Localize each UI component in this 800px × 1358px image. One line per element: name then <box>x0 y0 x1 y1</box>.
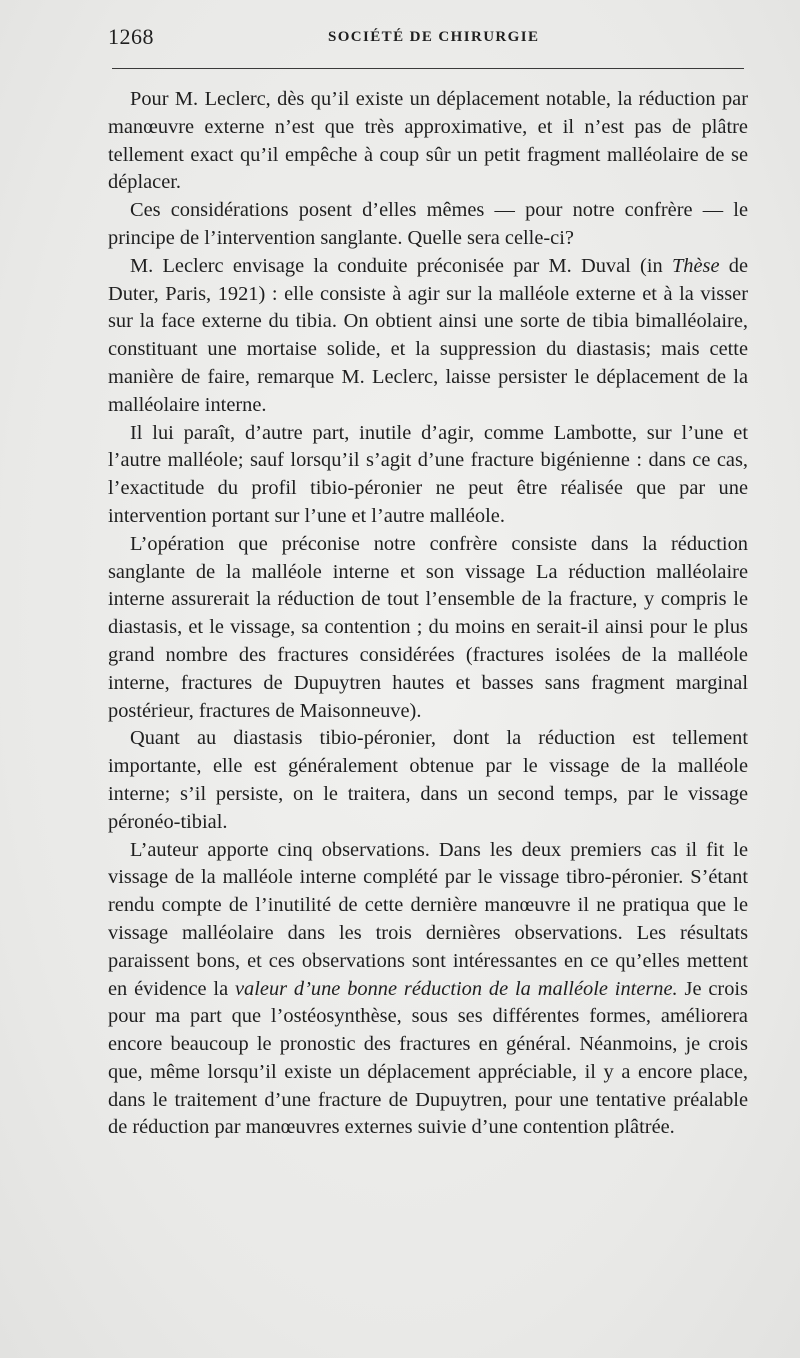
paragraph-text: Il lui paraît, d’autre part, inutile d’agir, comme Lambotte, sur l’une et l’autre malléole; sauf lorsqu’il s’agit d’une fracture bigénienne : dans ce cas, l’exactitude du profil tibio-péronier ne peut être réalisée que par une intervention portant sur l’une et l’autre malléole. <box>108 421 748 527</box>
italic-emphasis: valeur d’une bonne réduction de la malléole interne. <box>234 977 678 1000</box>
paragraph-text: Ces considérations posent d’elles mêmes — pour notre confrère — le principe de l’intervention sanglante. Quelle sera celle-ci? <box>108 199 748 249</box>
paragraph-text: Je crois pour ma part que l’ostéosynthèse, sous ses différentes formes, améliorera encore beaucoup le pronostic des fractures en général. Néanmoins, je crois que, même lorsqu’il existe un déplacement appréciable, il y a encore place, dans le traitement d’une fracture de Dupuytren, pour une tentative préalable de réduction par manœuvres externes suivie d’une contention plâtrée. <box>108 977 748 1139</box>
paragraph-text: Quant au diastasis tibio-péronier, dont la réduction est tellement importante, elle est généralement obtenue par le vissage de la malléole interne; s’il persiste, on le traitera, dans un second temps, par le vissage péronéo-tibial. <box>108 727 748 833</box>
paragraph-text: de Duter, Paris, 1921) : elle consiste à agir sur la malléole externe et à la visser sur la face externe du tibia. On obtient ainsi une sorte de tibia bimalléolaire, constituant une mortaise solide, et la suppression du diastasis; mais cette manière de faire, remarque M. Leclerc, laisse persister le déplacement de la malléolaire interne. <box>108 254 749 416</box>
header-rule <box>112 68 744 69</box>
paragraph <box>108 197 748 253</box>
paragraph <box>108 531 748 726</box>
body-text <box>108 86 748 1142</box>
italic-citation: Thèse <box>671 254 720 277</box>
journal-title: SOCIÉTÉ DE CHIRURGIE <box>328 29 540 45</box>
paragraph-text: M. Leclerc envisage la conduite préconisée par M. Duval (in <box>130 254 672 277</box>
paragraph-text: L’opération que préconise notre confrère consiste dans la réduction sanglante de la malléole interne et son vissage La réduction malléolaire interne assurerait la réduction de tout l’ensemble de la fracture, y compris le diastasis, et le vissage, sa contention ; du moins en serait-il ainsi pour le plus grand nombre des fractures considérées (fractures isolées de la malléole interne, fractures de Dupuytren hautes et basses sans fragment marginal postérieur, fractures de Maisonneuve). <box>108 532 748 722</box>
paragraph-text: L’auteur apporte cinq observations. Dans les deux premiers cas il fit le vissage de la malléole interne complété par le vissage tibro-péronier. S’étant rendu compte de l’inutilité de cette dernière manœuvre il ne pratiqua que le vissage malléolaire dans les trois dernières observations. Les résultats paraissent bons, et ces observations sont intéressantes en ce qu’elles mettent en évidence la <box>108 838 748 1000</box>
paragraph <box>108 253 748 420</box>
paragraph-text: Pour M. Leclerc, dès qu’il existe un déplacement notable, la réduction par manœuvre externe n’est que très approximative, et il n’est pas de plâtre tellement exact qu’il empêche à coup sûr un petit fragment malléolaire de se déplacer. <box>108 88 748 194</box>
paragraph <box>108 837 748 1143</box>
page-number: 1268 <box>108 24 154 49</box>
paragraph <box>108 420 748 531</box>
running-head <box>108 24 748 52</box>
paragraph <box>108 86 748 197</box>
paragraph <box>108 725 748 836</box>
